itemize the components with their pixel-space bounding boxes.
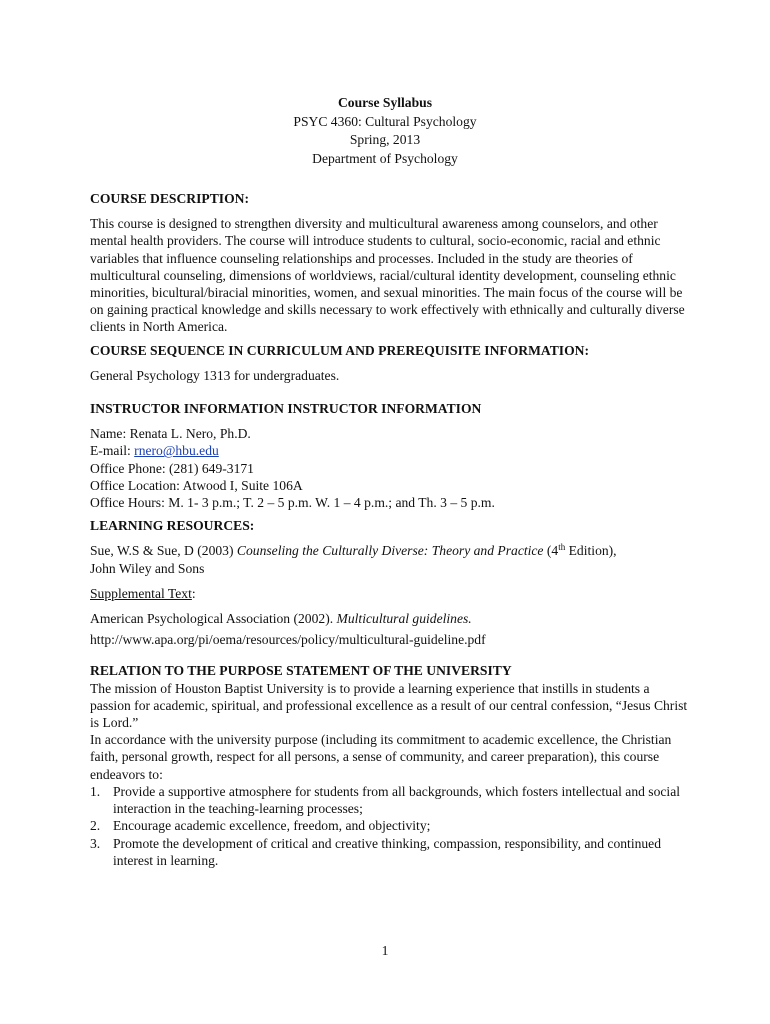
department-name: Department of Psychology <box>312 150 458 166</box>
list-item-text: Encourage academic excellence, freedom, and objectivity; <box>113 818 431 834</box>
relation-heading: RELATION TO THE PURPOSE STATEMENT OF THE UNIVERSITY <box>90 663 512 679</box>
supplemental-url: http://www.apa.org/pi/oema/resources/policy/multicultural-guideline.pdf <box>90 632 486 648</box>
text-edition: (4 <box>543 543 559 559</box>
text-edition-suffix: th <box>558 542 566 553</box>
course-description-heading: COURSE DESCRIPTION: <box>90 191 249 206</box>
document-title: Course Syllabus <box>337 95 433 110</box>
course-name: PSYC 4360: Cultural Psychology <box>293 113 477 129</box>
supplemental-authors: American Psychological Association (2002). <box>90 611 337 627</box>
list-item <box>90 783 690 817</box>
instructor-email-link[interactable]: rnero@hbu.edu <box>134 443 219 459</box>
supplemental-colon: : <box>191 585 196 601</box>
list-number: 1. <box>90 783 101 799</box>
course-sequence-text: General Psychology 1313 for undergraduates. <box>90 367 340 383</box>
instructor-hours: Office Hours: M. 1- 3 p.m.; T. 2 – 5 p.m. W. 1 – 4 p.m.; and Th. 3 – 5 p.m. <box>90 495 495 511</box>
instructor-heading: INSTRUCTOR INFORMATION INSTRUCTOR INFORMATION <box>90 401 482 417</box>
learning-resources-heading: LEARNING RESOURCES: <box>90 518 255 534</box>
required-text-citation <box>90 542 690 576</box>
list-number: 3. <box>90 835 101 851</box>
course-term: Spring, 2013 <box>349 132 421 147</box>
list-number: 2. <box>90 818 101 834</box>
list-item-text: Promote the development of critical and creative thinking, compassion, responsibility, and continued interest in learning. <box>113 835 662 868</box>
text-publisher: John Wiley and Sons <box>90 560 205 576</box>
mission-statement: The mission of Houston Baptist University is to provide a learning experience that instills in students a passion for academic, spiritual, and professional excellence as a result of our central confession, “Jesus Christ is Lord.” <box>90 680 688 731</box>
supplemental-title: Multicultural guidelines. <box>336 611 472 627</box>
list-item-text: Provide a supportive atmosphere for students from all backgrounds, which fosters intellectual and social interaction in the teaching-learning processes; <box>113 783 681 817</box>
endeavors-list <box>90 783 690 869</box>
syllabus-body <box>90 190 690 869</box>
text-edition-label: Edition), <box>565 543 617 559</box>
text-authors: Sue, W.S & Sue, D (2003) <box>90 543 237 559</box>
supplemental-label: Supplemental Text <box>90 585 192 601</box>
course-description-text: This course is designed to strengthen diversity and multicultural awareness among counselors, and other mental health providers. The course will introduce students to cultural, socio-economic, racial and ethnic variables that influence counseling relationships and processes. Included in the study are theories of multicultural counseling, dimensions of worldviews, racial/cultural identity development, counseling ethnic minorities, bicultural/biracial minorities, women, and sexual minorities. The main focus of the course will be on gaining practical knowledge and skills necessary to work effectively with ethnically and culturally diverse clients in North America. <box>90 216 685 335</box>
email-label: E-mail: <box>90 443 135 459</box>
supplemental-label-line <box>90 585 690 602</box>
page-number: 1 <box>381 943 389 958</box>
instructor-email-line <box>90 442 690 459</box>
course-sequence-heading: COURSE SEQUENCE IN CURRICULUM AND PREREQUISITE INFORMATION: <box>90 342 589 358</box>
instructor-info <box>90 425 690 511</box>
list-item <box>90 835 690 869</box>
instructor-location: Office Location: Atwood I, Suite 106A <box>90 477 303 493</box>
list-item <box>90 817 690 834</box>
text-title: Counseling the Culturally Diverse: Theory and Practice <box>236 543 544 559</box>
purpose-intro: In accordance with the university purpose (including its commitment to academic excellence, the Christian faith, personal growth, respect for all persons, a sense of community, and career preparation), this course endeavors to: <box>90 732 672 782</box>
syllabus-header <box>0 94 770 168</box>
instructor-phone: Office Phone: (281) 649-3171 <box>90 460 254 476</box>
instructor-name: Name: Renata L. Nero, Ph.D. <box>90 426 251 442</box>
supplemental-citation <box>90 610 690 627</box>
